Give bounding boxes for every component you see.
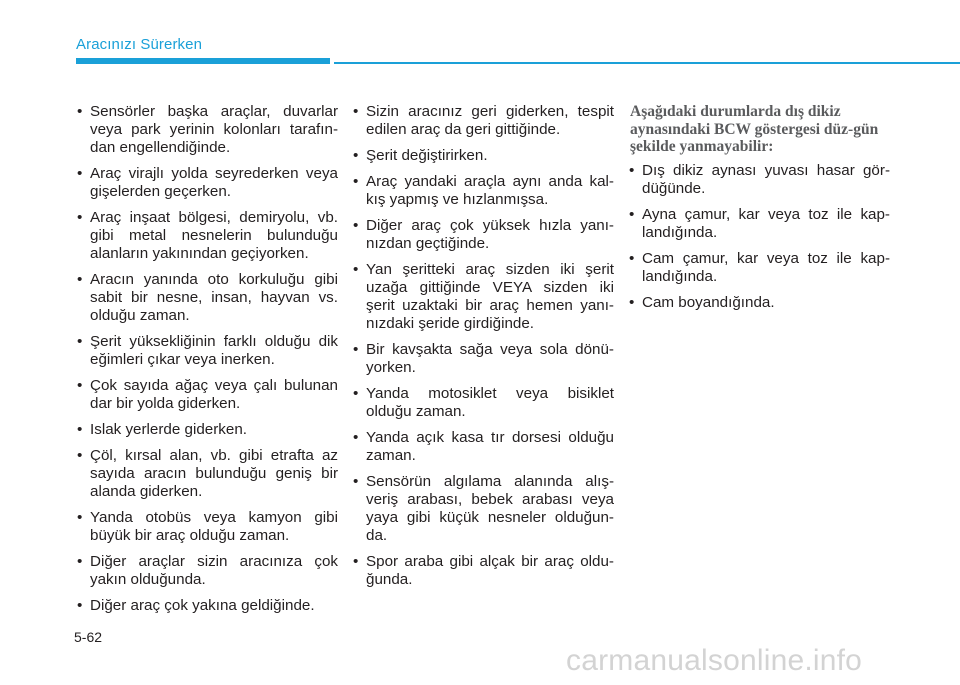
page-number: 5-62 [74, 629, 103, 645]
header-accent-bar [76, 58, 330, 64]
column-middle [352, 103, 614, 597]
list-item: • Sensörler başka araçlar, duvarlar veya park yerinin kolonları tarafın-dan engellendiğinde. [76, 103, 338, 157]
list-item: • Aracın yanında oto korkuluğu gibi sabit bir nesne, insan, hayvan vs. olduğu zaman. [76, 271, 338, 325]
bullet-list-left [76, 103, 338, 615]
list-item: • Yanda otobüs veya kamyon gibi büyük bir araç olduğu zaman. [76, 509, 338, 545]
section-title: Aracınızı Sürerken [76, 36, 203, 53]
list-item: • Spor araba gibi alçak bir araç oldu-ğunda. [352, 553, 614, 589]
column-left [76, 103, 338, 623]
list-item: • Araç inşaat bölgesi, demiryolu, vb. gibi metal nesnelerin bulunduğu alanların yakınından geçiyorken. [76, 209, 338, 263]
bullet-list-right [628, 162, 890, 312]
list-item: • Sensörün algılama alanında alış-veriş arabası, bebek arabası veya yaya gibi küçük nesneler olduğun-da. [352, 473, 614, 545]
header-rule [334, 62, 960, 64]
list-item: • Çok sayıda ağaç veya çalı bulunan dar bir yolda giderken. [76, 377, 338, 413]
list-item: • Yanda açık kasa tır dorsesi olduğu zaman. [352, 429, 614, 465]
list-item: • Yan şeritteki araç sizden iki şerit uzağa gittiğinde VEYA sizden iki şerit uzaktaki bir araç hemen yanı-nızdaki şeride girdiğinde. [352, 261, 614, 333]
list-item: • Diğer araçlar sizin aracınıza çok yakın olduğunda. [76, 553, 338, 589]
watermark: carmanualsonline.info [566, 644, 863, 677]
list-item: • Diğer araç çok yüksek hızla yanı-nızdan geçtiğinde. [352, 217, 614, 253]
list-item: • Çöl, kırsal alan, vb. gibi etrafta az sayıda aracın bulunduğu geniş bir alanda giderken. [76, 447, 338, 501]
bullet-list-middle [352, 103, 614, 589]
list-item: • Araç yandaki araçla aynı anda kal-kış yapmış ve hızlanmışsa. [352, 173, 614, 209]
list-item: • Cam çamur, kar veya toz ile kap-landığında. [628, 250, 890, 286]
list-item: • Bir kavşakta sağa veya sola dönü-yorken. [352, 341, 614, 377]
list-item: • Araç virajlı yolda seyrederken veya gişelerden geçerken. [76, 165, 338, 201]
bcw-indicator-heading: Aşağıdaki durumlarda dış dikiz aynasındaki BCW göstergesi düz-gün şekilde yanmayabilir: [630, 103, 879, 155]
list-item: • Dış dikiz aynası yuvası hasar gör-düğünde. [628, 162, 890, 198]
list-item: • Islak yerlerde giderken. [76, 421, 338, 439]
list-item: • Ayna çamur, kar veya toz ile kap-landığında. [628, 206, 890, 242]
list-item: • Şerit değiştirirken. [352, 147, 614, 165]
list-item: • Şerit yüksekliğinin farklı olduğu dik eğimleri çıkar veya inerken. [76, 333, 338, 369]
list-item: • Sizin aracınız geri giderken, tespit edilen araç da geri gittiğinde. [352, 103, 614, 139]
list-item: • Yanda motosiklet veya bisiklet olduğu zaman. [352, 385, 614, 421]
list-item: • Cam boyandığında. [628, 294, 890, 312]
list-item: • Diğer araç çok yakına geldiğinde. [76, 597, 338, 615]
column-right [628, 103, 890, 320]
